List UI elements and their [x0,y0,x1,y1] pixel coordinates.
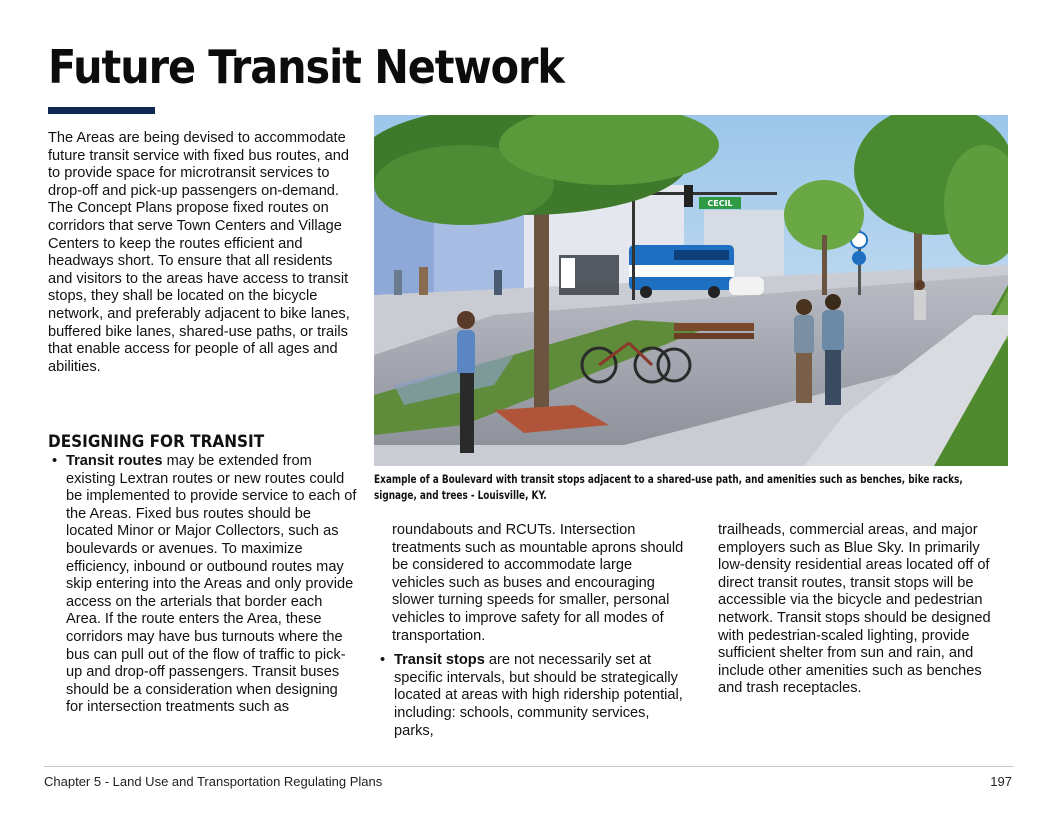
boulevard-photo [374,115,1008,466]
text-column-2 [376,522,686,740]
page-title: Future Transit Network [48,40,564,94]
bullet-continuation: trailheads, commercial areas, and major employers such as Blue Sky. In primarily low-density residential areas located off of direct transit routes, transit stops will be accessible via the bicycle and pedestrian network. Transit stops should be designed with pedestrian-scaled lighting, provide sufficient shelter from sun and rain, and include other amenities such as benches and trash receptacles. [718,522,991,697]
title-accent-rule [48,107,155,114]
bullet-text: are not necessarily set at specific intervals, but should be strategically located at areas with high ridership potential, including: schools, community services, parks, [394,652,683,739]
bullet-continuation: roundabouts and RCUTs. Intersection treatments such as mountable aprons should be considered to accommodate large vehicles such as buses and encouraging slower turning speeds for smaller, personal vehicles to improve safety for all modes of transportation. [392,522,684,644]
street-sign-label: CECIL [707,199,733,208]
text-column-1 [48,453,358,717]
bullet-lead-transit-stops: Transit stops [394,652,485,669]
text-column-3 [718,522,1008,698]
bullet-dot: • [52,453,58,469]
bullet-dot: • [380,652,386,669]
bullet-transit-stops [376,652,686,740]
section-heading: DESIGNING FOR TRANSIT [48,432,265,452]
photo-caption: Example of a Boulevard with transit stops adjacent to a shared-use path, and amenities such as benches, bike racks, signage, and trees - Louisville, KY. [374,472,963,502]
footer-chapter: Chapter 5 - Land Use and Transportation Regulating Plans [44,774,383,789]
bullet-transit-routes [48,453,358,717]
bullet-text: may be extended from existing Lextran routes or new routes could be implemented to provide service to each of the Areas. Fixed bus routes should be located Minor or Major Collectors, such as boulevards or avenues. To maximize efficiency, inbound or outbound routes may skip entering into the Areas and only provide access on the arterials that border each Area. If the route enters the Area, these corridors may have bus turnouts where the bus can pull out of the flow of traffic to pick-up and drop-off passengers. Transit buses should be a consideration when designing for intersection treatments such as [66,453,357,716]
footer-rule [44,766,1014,767]
intro-paragraph: The Areas are being devised to accommodate future transit service with fixed bus routes, and to provide space for microtransit services to drop-off and pick-up passengers on-demand. The Concept Plans propose fixed routes on corridors that serve Town Centers and Village Centers to keep the routes efficient and headways short. To ensure that all residents and visitors to the areas have access to transit stops, they shall be located on the bicycle network, and preferably adjacent to bike lanes, buffered bike lanes, shared-use paths, or trails that enable access for people of all ages and abilities. [48,130,350,375]
bullet-lead-transit-routes: Transit routes [66,453,163,469]
page-number: 197 [990,774,1012,789]
